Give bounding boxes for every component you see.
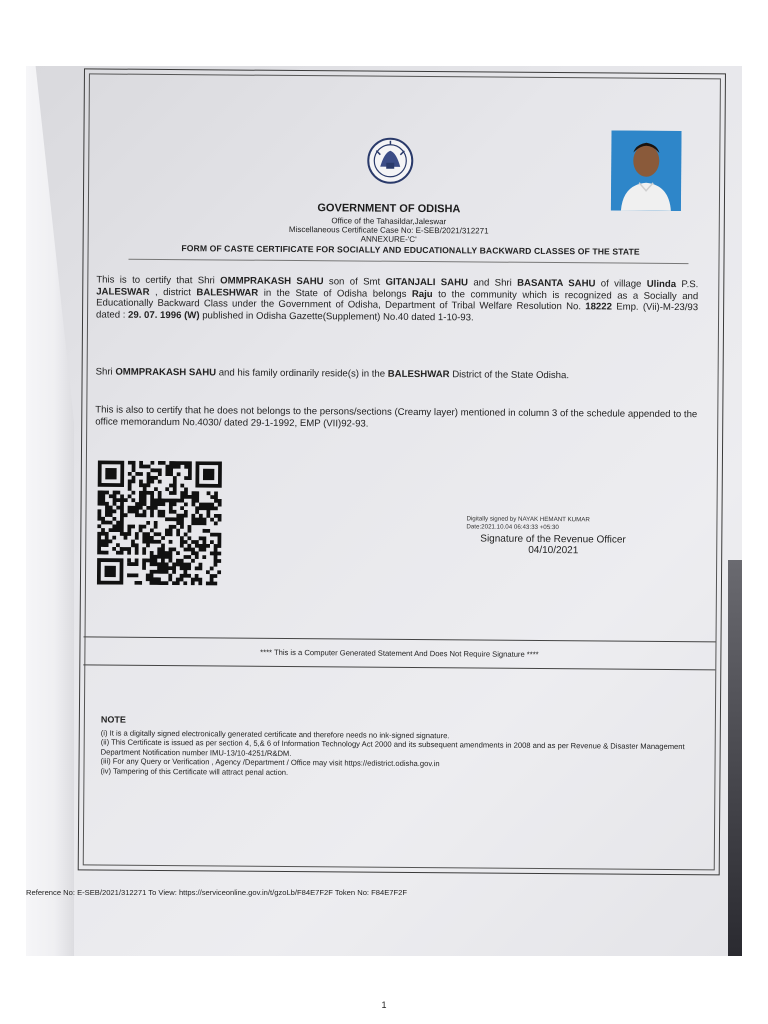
resolution-date: 29. 07. 1996 (W) <box>128 309 200 322</box>
para1-text: , district <box>149 286 197 298</box>
para1-text: This is to certify that Shri <box>96 274 221 287</box>
qr-finder-pattern <box>197 463 220 486</box>
village-name: Ulinda <box>646 278 677 291</box>
note-item: (iii) For any Query or Verification , Agency /Department / Office may visit https://edistrict.odisha.gov.in <box>100 756 440 769</box>
form-title: FORM OF CASTE CERTIFICATE FOR SOCIALLY AND EDUCATIONALLY BACKWARD CLASSES OF THE STATE <box>181 243 640 257</box>
page-number: 1 <box>381 1000 387 1010</box>
office-name: Office of the Tahasildar,Jaleswar <box>331 216 447 227</box>
certification-paragraph <box>96 274 698 325</box>
note-list <box>100 728 712 780</box>
para1-text: Emp. (Vii)-M-23/93 dated : <box>96 301 699 321</box>
para1-text: P.S. <box>676 279 699 291</box>
para1-text: published in Odisha Gazette(Supplement) No.40 dated 1-10-93. <box>199 310 474 324</box>
creamy-layer-paragraph: This is also to certify that he does not belongs to the persons/sections (Creamy layer) mentioned in column 3 of the schedule appended to the office memorandum No.4030/ dated 29-1-1992, EMP (VII)92-93. <box>95 404 698 430</box>
para1-text: of village <box>595 278 647 290</box>
applicant-photo <box>611 130 682 211</box>
qr-code[interactable] <box>94 460 225 585</box>
police-station: JALESWAR <box>96 286 150 298</box>
para1-text: son of Smt <box>323 276 386 288</box>
signature-date: 04/10/2021 <box>528 545 579 557</box>
digital-signature-name: Digitally signed by NAYAK HEMANT KUMAR <box>466 515 590 524</box>
para1-text: and Shri <box>467 277 518 289</box>
para1-text: in the State of Odisha belongs <box>258 287 412 300</box>
note-item: (ii) This Certificate is issued as per section 4, 5,& 6 of Information Technology Act 2000 and its subsequent amendments in 2008 and as per Revenue & Disaster Management Department Notification number IMU-13/10-4251/R&DM. <box>100 737 685 758</box>
applicant-name: OMMPRAKASH SAHU <box>115 366 217 379</box>
odisha-emblem-icon <box>366 137 414 185</box>
community-name: Raju <box>411 288 433 300</box>
misc-case-number: Miscellaneous Certificate Case No: E-SEB/2021/312271 <box>288 224 489 236</box>
signature-title: Signature of the Revenue Officer <box>480 533 626 546</box>
note-item: (iv) Tampering of this Certificate will attract penal action. <box>100 766 289 777</box>
certificate-document <box>34 68 730 883</box>
qr-finder-pattern <box>99 560 122 583</box>
right-edge-shadow <box>728 560 742 956</box>
para1-text: to the community which is recognized as a Socially and Educationally Backward Class under the Government of Odisha, Department of Tribal Welfare Resolution No. <box>96 288 699 313</box>
signature-block <box>466 515 686 557</box>
para2-text: and his family ordinarily reside(s) in the <box>216 367 388 380</box>
applicant-name: OMMPRAKASH SAHU <box>220 275 324 288</box>
father-name: BASANTA SAHU <box>517 277 596 290</box>
district-name: BALESHWAR <box>196 286 259 299</box>
government-title: GOVERNMENT OF ODISHA <box>317 202 461 216</box>
computer-generated-statement: **** This is a Computer Generated Statement And Does Not Require Signature **** <box>260 647 539 659</box>
annexure-label: ANNEXURE-'C' <box>360 234 417 244</box>
reference-line: Reference No: E-SEB/2021/312271 To View: https://serviceonline.gov.in/t/gzoLb/F84E7F2F Token No: F84E7F2F <box>26 888 408 897</box>
para2-text: Shri <box>95 366 116 378</box>
para2-text: District of the State Odisha. <box>449 369 570 382</box>
district-name: BALESHWAR <box>387 368 450 381</box>
mother-name: GITANJALI SAHU <box>385 276 469 289</box>
note-item: (i) It is a digitally signed electronically generated certificate and therefore needs no ink-signed signature. <box>100 728 450 741</box>
resolution-number: 18222 <box>585 301 613 313</box>
digital-signature-date: Date:2021.10.04 06:43:33 +05:30 <box>466 522 559 531</box>
note-heading: NOTE <box>100 714 126 725</box>
qr-finder-pattern <box>100 462 123 485</box>
applicant-photo-image <box>611 130 682 211</box>
